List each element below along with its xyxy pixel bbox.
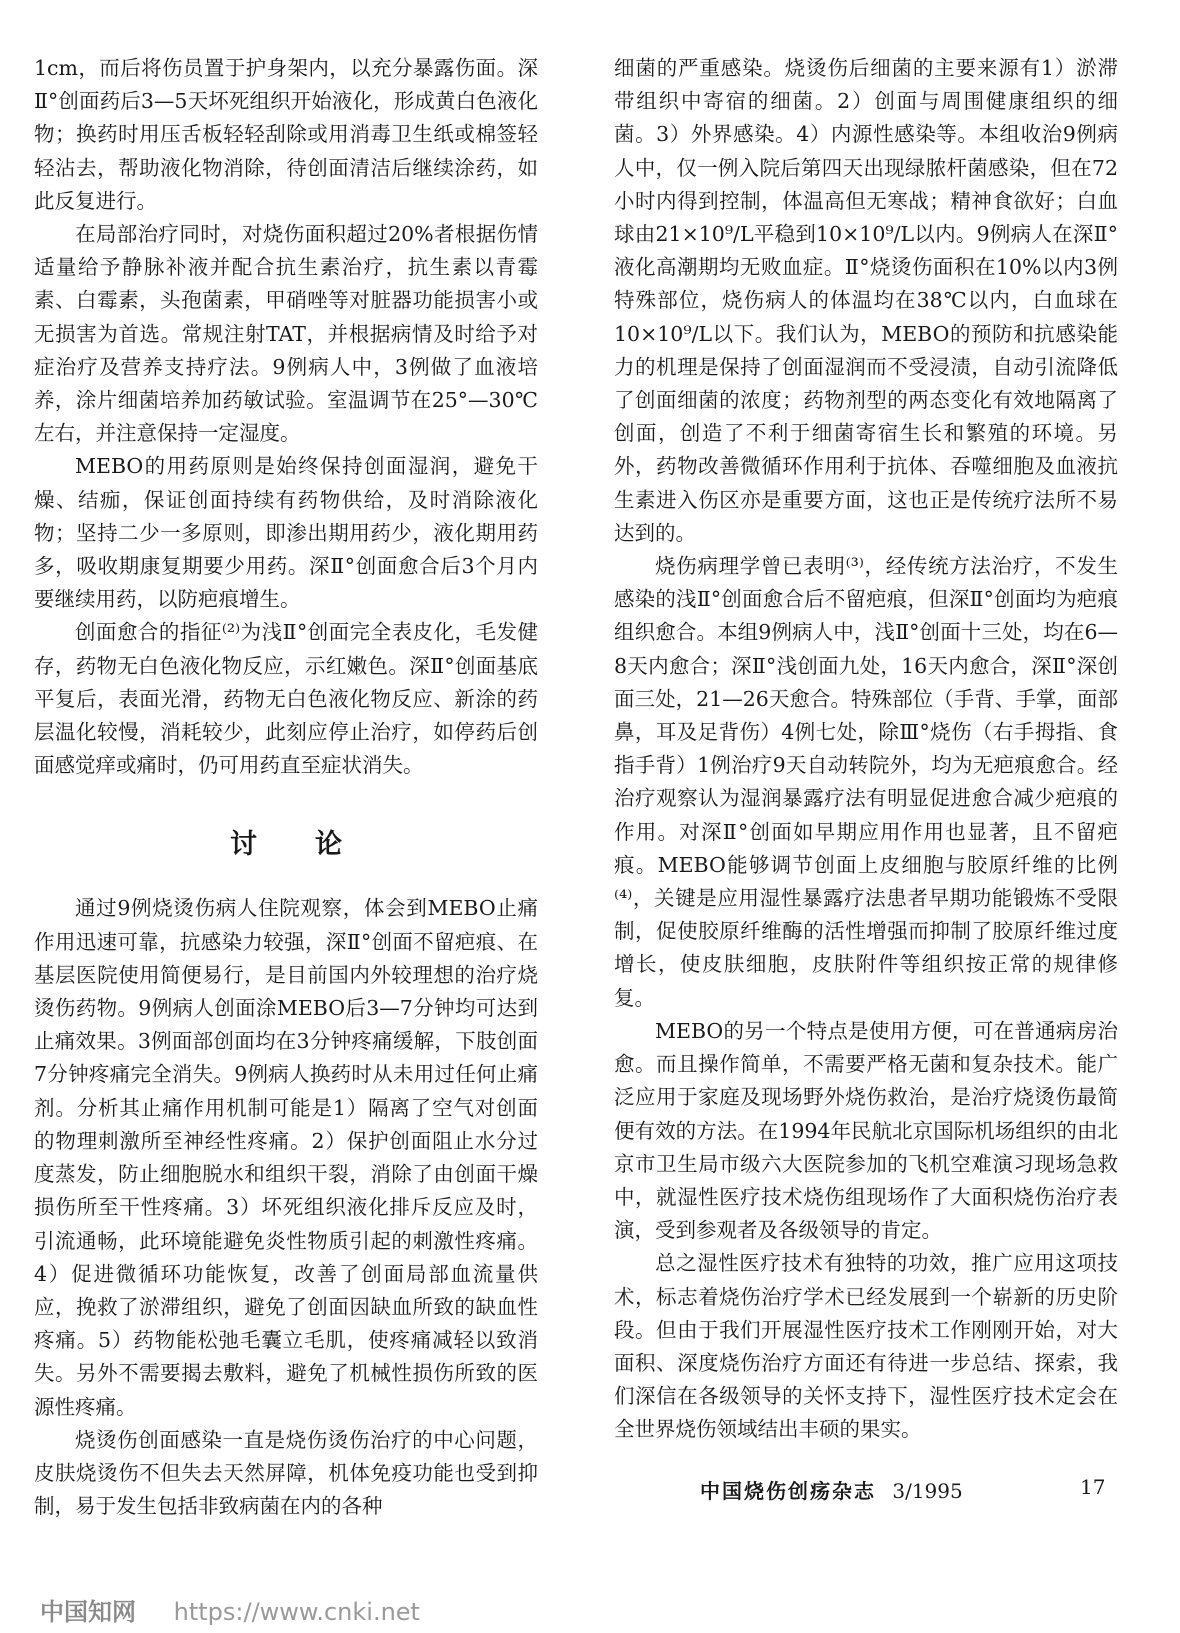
cnki-watermark: [40, 1592, 420, 1627]
paragraph: 总之湿性医疗技术有独特的功效，推广应用这项技术，标志着烧伤治疗学术已经发展到一个崭新的历史阶段。但由于我们开展湿性医疗技术工作刚刚开始，对大面积、深度烧伤治疗方面还有待进一步总结、探索，我们深信在各级领导的关怀支持下，湿性医疗技术定会在全世界烧伤领域结出丰硕的果实。: [614, 1251, 1118, 1442]
journal-name: 中国烧伤创疡杂志: [700, 1479, 876, 1503]
paragraph: MEBO的另一个特点是使用方便，可在普通病房治愈。而且操作简单，不需要严格无菌和复杂技术。能广泛应用于家庭及现场野外烧伤救治，是治疗烧烫伤最简便有效的方法。在1994年民航北京国际机场组织的由北京市卫生局市级六大医院参加的飞机空难演习现场急救中，就湿性医疗技术烧伤组现场作了大面积烧伤治疗表演，受到参观者及各级领导的肯定。: [614, 1018, 1118, 1243]
page-number: 17: [1080, 1475, 1106, 1499]
paragraph: 1cm，而后将伤员置于护身架内，以充分暴露伤面。深Ⅱ°创面药后3—5天坏死组织开始液化，形成黄白色液化物；换药时用压舌板轻轻刮除或用消毒卫生纸或棉签轻轻沾去，帮助液化物消除，待创面清洁后继续涂药，如此反复进行。: [34, 56, 538, 213]
paragraph: 在局部治疗同时，对烧伤面积超过20%者根据伤情适量给予静脉补液并配合抗生素治疗，抗生素以青霉素、白霉素，头孢菌素，甲硝唑等对脏器功能损害小或无损害为首选。常规注射TAT，并根据病情及时给予对症治疗及营养支持疗法。9例病人中，3例做了血液培养，涂片细菌培养加药敏试验。室温调节在25°—30℃左右，并注意保持一定湿度。: [34, 222, 538, 446]
paragraph: MEBO的用药原则是始终保持创面湿润，避免干燥、结痂，保证创面持续有药物供给，及时消除液化物；坚持二少一多原则，即渗出期用药少，液化期用药多，吸收期康复期要少用药。深Ⅱ°创面愈合后3个月内要继续用药，以防疤痕增生。: [34, 454, 538, 612]
paragraph: 通过9例烧烫伤病人住院观察，体会到MEBO止痛作用迅速可靠，抗感染力较强，深Ⅱ°创面不留疤痕、在基层医院使用简便易行，是目前国内外较理想的治疗烧烫伤药物。9例病人创面涂MEBO后3—7分钟均可达到止痛效果。3例面部创面均在3分钟疼痛缓解，下肢创面7分钟疼痛完全消失。9例病人换药时从未用过任何止痛剂。分析其止痛作用机制可能是1）隔离了空气对创面的物理刺激所至神经性疼痛。2）保护创面阻止水分过度蒸发，防止细胞脱水和组织干裂，消除了由创面干燥损伤所至干性疼痛。3）坏死组织液化排斥反应及时，引流通畅，此环境能避免炎性物质引起的刺激性疼痛。4）促进微循环功能恢复，改善了创面局部血流量供应，挽救了淤滞组织，避免了创面因缺血所致的缺血性疼痛。5）药物能松弛毛囊立毛肌，使疼痛减轻以致消失。另外不需要揭去敷料，避免了机械性损伤所致的医源性疼痛。: [34, 896, 538, 1419]
right-column: [614, 52, 1118, 1447]
paragraph: 细菌的严重感染。烧烫伤后细菌的主要来源有1）淤滞带组织中寄宿的细菌。2）创面与周围健康组织的细菌。3）外界感染。4）内源性感染等。本组收治9例病人中，仅一例入院后第四天出现绿脓杆菌感染，但在72小时内得到控制，体温高但无寒战；精神食欲好；白血球由21×10⁹/L平稳到10×10⁹/L以内。9例病人在深Ⅱ°液化高潮期均无败血症。Ⅱ°烧烫伤面积在10%以内3例特殊部位，烧伤病人的体温均在38℃以内，白血球在10×10⁹/L以下。我们认为，MEBO的预防和抗感染能力的机理是保持了创面湿润而不受浸渍，自动引流降低了创面细菌的浓度；药物剂型的两态变化有效地隔离了创面，创造了不利于细菌寄宿生长和繁殖的环境。另外，药物改善微循环作用利于抗体、吞噬细胞及血液抗生素进入伤区亦是重要方面，这也正是传统疗法所不易达到的。: [614, 56, 1118, 545]
section-heading-discussion: 讨论: [230, 829, 400, 861]
page-footer: [700, 1475, 1106, 1504]
paragraph: 创面愈合的指征⁽²⁾为浅Ⅱ°创面完全表皮化，毛发健存，药物无白色液化物反应，示红嫩色。深Ⅱ°创面基底平复后，表面光滑，药物无白色液化物反应、新涂的药层温化较慢，消耗较少，此刻应停止治疗，如停药后创面感觉痒或痛时，仍可用药直至症状消失。: [34, 620, 538, 778]
left-column: [34, 52, 538, 1523]
paragraph: 烧烫伤创面感染一直是烧伤烫伤治疗的中心问题，皮肤烧烫伤不但失去天然屏障，机体免疫功能也受到抑制，易于发生包括非致病菌在内的各种: [34, 1427, 538, 1519]
watermark-brand: 中国知网: [40, 1598, 136, 1626]
paragraph: 烧伤病理学曾已表明⁽³⁾，经传统方法治疗，不发生感染的浅Ⅱ°创面愈合后不留疤痕，但深Ⅱ°创面均为疤痕组织愈合。本组9例病人中，浅Ⅱ°创面十三处，均在6—8天内愈合；深Ⅱ°浅创面九处，16天内愈合，深Ⅱ°深创面三处，21—26天愈合。特殊部位（手背、手掌，面部鼻，耳及足背伤）4例七处，除Ⅲ°烧伤（右手拇指、食指手背）1例治疗9天自动转院外，均为无疤痕愈合。经治疗观察认为湿润暴露疗法有明显促进愈合减少疤痕的作用。对深Ⅱ°创面如早期应用作用也显著，且不留疤痕。MEBO能够调节创面上皮细胞与胶原纤维的比例⁽⁴⁾，关键是应用湿性暴露疗法患者早期功能锻炼不受限制，促使胶原纤维酶的活性增强而抑制了胶原纤维过度增长，使皮肤细胞，皮肤附件等组织按正常的规律修复。: [614, 554, 1118, 1010]
issue-number: 3/1995: [892, 1479, 963, 1503]
watermark-url: https://www.cnki.net: [173, 1598, 420, 1626]
